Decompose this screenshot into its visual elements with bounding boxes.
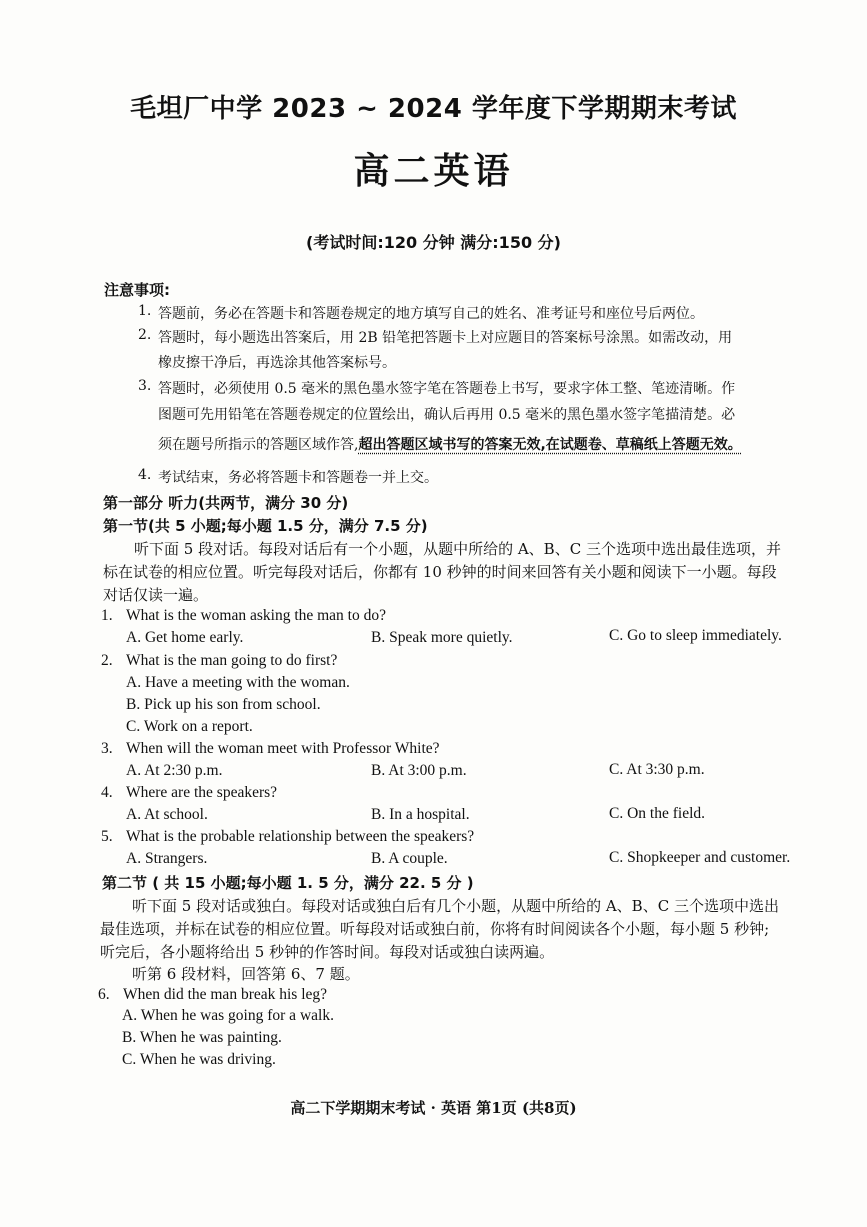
question-4-option-c [609,805,705,823]
option-text: At 3:30 p.m. [626,761,705,778]
option-text: Go to sleep immediately. [627,627,782,644]
option-label: A. [126,629,142,646]
option-text: Speak more quietly. [389,629,513,646]
option-text: When he was going for a walk. [140,1007,334,1024]
question-6-option-b [122,1029,282,1047]
option-label: A. [126,762,142,779]
option-text: At school. [144,806,208,823]
option-text: Get home early. [144,629,244,646]
school-title: 毛坦厂中学 2023 ~ 2024 学年度下学期期末考试 [130,94,737,124]
option-text: Strangers. [144,850,208,867]
option-label: C. [609,627,624,644]
option-label: B. [122,1029,137,1046]
section-1-instructions-line-1: 听下面 5 段对话。每段对话后有一个小题，从题中所给的 A、B、C 三个选项中选出最佳选项，并 [134,540,781,558]
question-1-option-b [371,629,513,647]
option-label: B. [371,629,386,646]
material-note: 听第 6 段材料，回答第 6、7 题。 [132,965,360,983]
section-2-heading: 第二节 ( 共 15 小题;每小题 1. 5 分，满分 22. 5 分 ) [102,874,474,892]
question-5-option-c [609,849,790,867]
option-text: Shopkeeper and customer. [627,849,791,866]
option-text: Work on a report. [143,718,253,735]
question-3-option-a [126,762,222,780]
option-label: A. [126,674,142,691]
question-2-option-c [126,718,253,736]
question-4-option-a [126,806,208,824]
notice-item-3-emphasis: 超出答题区域书写的答案无效,在试题卷、草稿纸上答题无效。 [358,437,742,453]
part-1-heading: 第一部分 听力(共两节，满分 30 分) [103,494,349,512]
option-label: A. [122,1007,138,1024]
option-text: Pick up his son from school. [144,696,321,713]
question-5-text: What is the probable relationship between the speakers? [126,828,475,845]
option-text: A couple. [388,850,448,867]
option-label: C. [609,849,624,866]
question-1-number: 1. [101,607,113,624]
notice-item-1-text: 答题前，务必在答题卡和答题卷规定的地方填写自己的姓名、准考证号和座位号后两位。 [158,306,704,322]
question-2-number: 2. [101,652,113,669]
question-2-option-b [126,696,321,714]
section-1-instructions-line-2: 标在试卷的相应位置。听完每段对话后，你都有 10 秒钟的时间来回答有关小题和阅读下一小题。每段 [103,563,777,581]
notice-item-4-number: 4. [138,467,152,483]
option-label: B. [126,696,141,713]
section-2-instructions-line-3: 听完后，各小题将给出 5 秒钟的作答时间。每段对话或独白读两遍。 [100,943,555,961]
section-2-instructions-line-2: 最佳选项，并标在试卷的相应位置。听每段对话或独白前，你将有时间阅读各个小题，每小题 5 秒钟; [100,920,770,938]
question-3-number: 3. [101,740,113,757]
question-5-option-a [126,850,207,868]
option-text: When he was painting. [139,1029,282,1046]
exam-info: (考试时间:120 分钟 满分:150 分) [306,233,561,252]
question-3-text: When will the woman meet with Professor White? [126,740,440,757]
question-3-option-c [609,761,705,779]
question-1-option-a [126,629,243,647]
question-4-option-b [371,806,470,824]
section-2-instructions-line-1: 听下面 5 段对话或独白。每段对话或独白后有几个小题，从题中所给的 A、B、C 三个选项中选出 [132,897,779,915]
notice-item-4-text: 考试结束，务必将答题卡和答题卷一并上交。 [158,470,438,486]
option-text: At 3:00 p.m. [388,762,467,779]
option-text: Have a meeting with the woman. [144,674,350,691]
option-label: C. [609,805,624,822]
option-text: At 2:30 p.m. [144,762,223,779]
option-text: When he was driving. [139,1051,276,1068]
option-label: A. [126,850,142,867]
section-1-instructions-line-3: 对话仅读一遍。 [103,586,209,604]
question-5-number: 5. [101,828,113,845]
notice-item-2-line-1: 答题时，每小题选出答案后，用 2B 铅笔把答题卡上对应题目的答案标号涂黑。如需改动，用 [158,330,733,346]
option-label: C. [126,718,141,735]
question-1-text: What is the woman asking the man to do? [126,607,386,624]
question-2-option-a [126,674,350,692]
notice-item-3-number: 3. [138,378,152,394]
question-2-text: What is the man going to do first? [126,652,338,669]
question-6-option-a [122,1007,334,1025]
option-label: B. [371,850,386,867]
notice-item-3-line-1: 答题时，必须使用 0.5 毫米的黑色墨水签字笔在答题卷上书写，要求字体工整、笔迹清晰。作 [158,381,736,397]
notice-item-3-line-3-text: 须在题号所指示的答题区域作答, [158,437,359,453]
notice-item-3-line-2: 图题可先用铅笔在答题卷规定的位置绘出，确认后再用 0.5 毫米的黑色墨水签字笔描清楚。必 [158,407,736,423]
section-1-heading: 第一节(共 5 小题;每小题 1.5 分，满分 7.5 分) [103,517,428,535]
page-footer: 高二下学期期末考试 · 英语 第1页 (共8页) [290,1099,577,1117]
notice-item-3-line-3 [158,434,742,454]
question-6-number: 6. [98,986,110,1003]
option-text: On the field. [627,805,706,822]
option-label: A. [126,806,142,823]
notice-item-2-line-2: 橡皮擦干净后，再选涂其他答案标号。 [158,355,396,371]
question-1-option-c [609,627,782,645]
option-label: B. [371,762,386,779]
subject-title: 高二英语 [353,150,514,192]
question-5-option-b [371,850,448,868]
option-label: C. [609,761,624,778]
option-label: B. [371,806,386,823]
option-label: C. [122,1051,137,1068]
question-4-number: 4. [101,784,113,801]
notice-item-1-number: 1. [138,303,152,319]
question-6-option-c [122,1051,276,1069]
notice-heading: 注意事项: [104,281,170,299]
question-4-text: Where are the speakers? [126,784,278,801]
option-text: In a hospital. [389,806,470,823]
question-3-option-b [371,762,467,780]
question-6-text: When did the man break his leg? [123,986,328,1003]
notice-item-2-number: 2. [138,327,152,343]
